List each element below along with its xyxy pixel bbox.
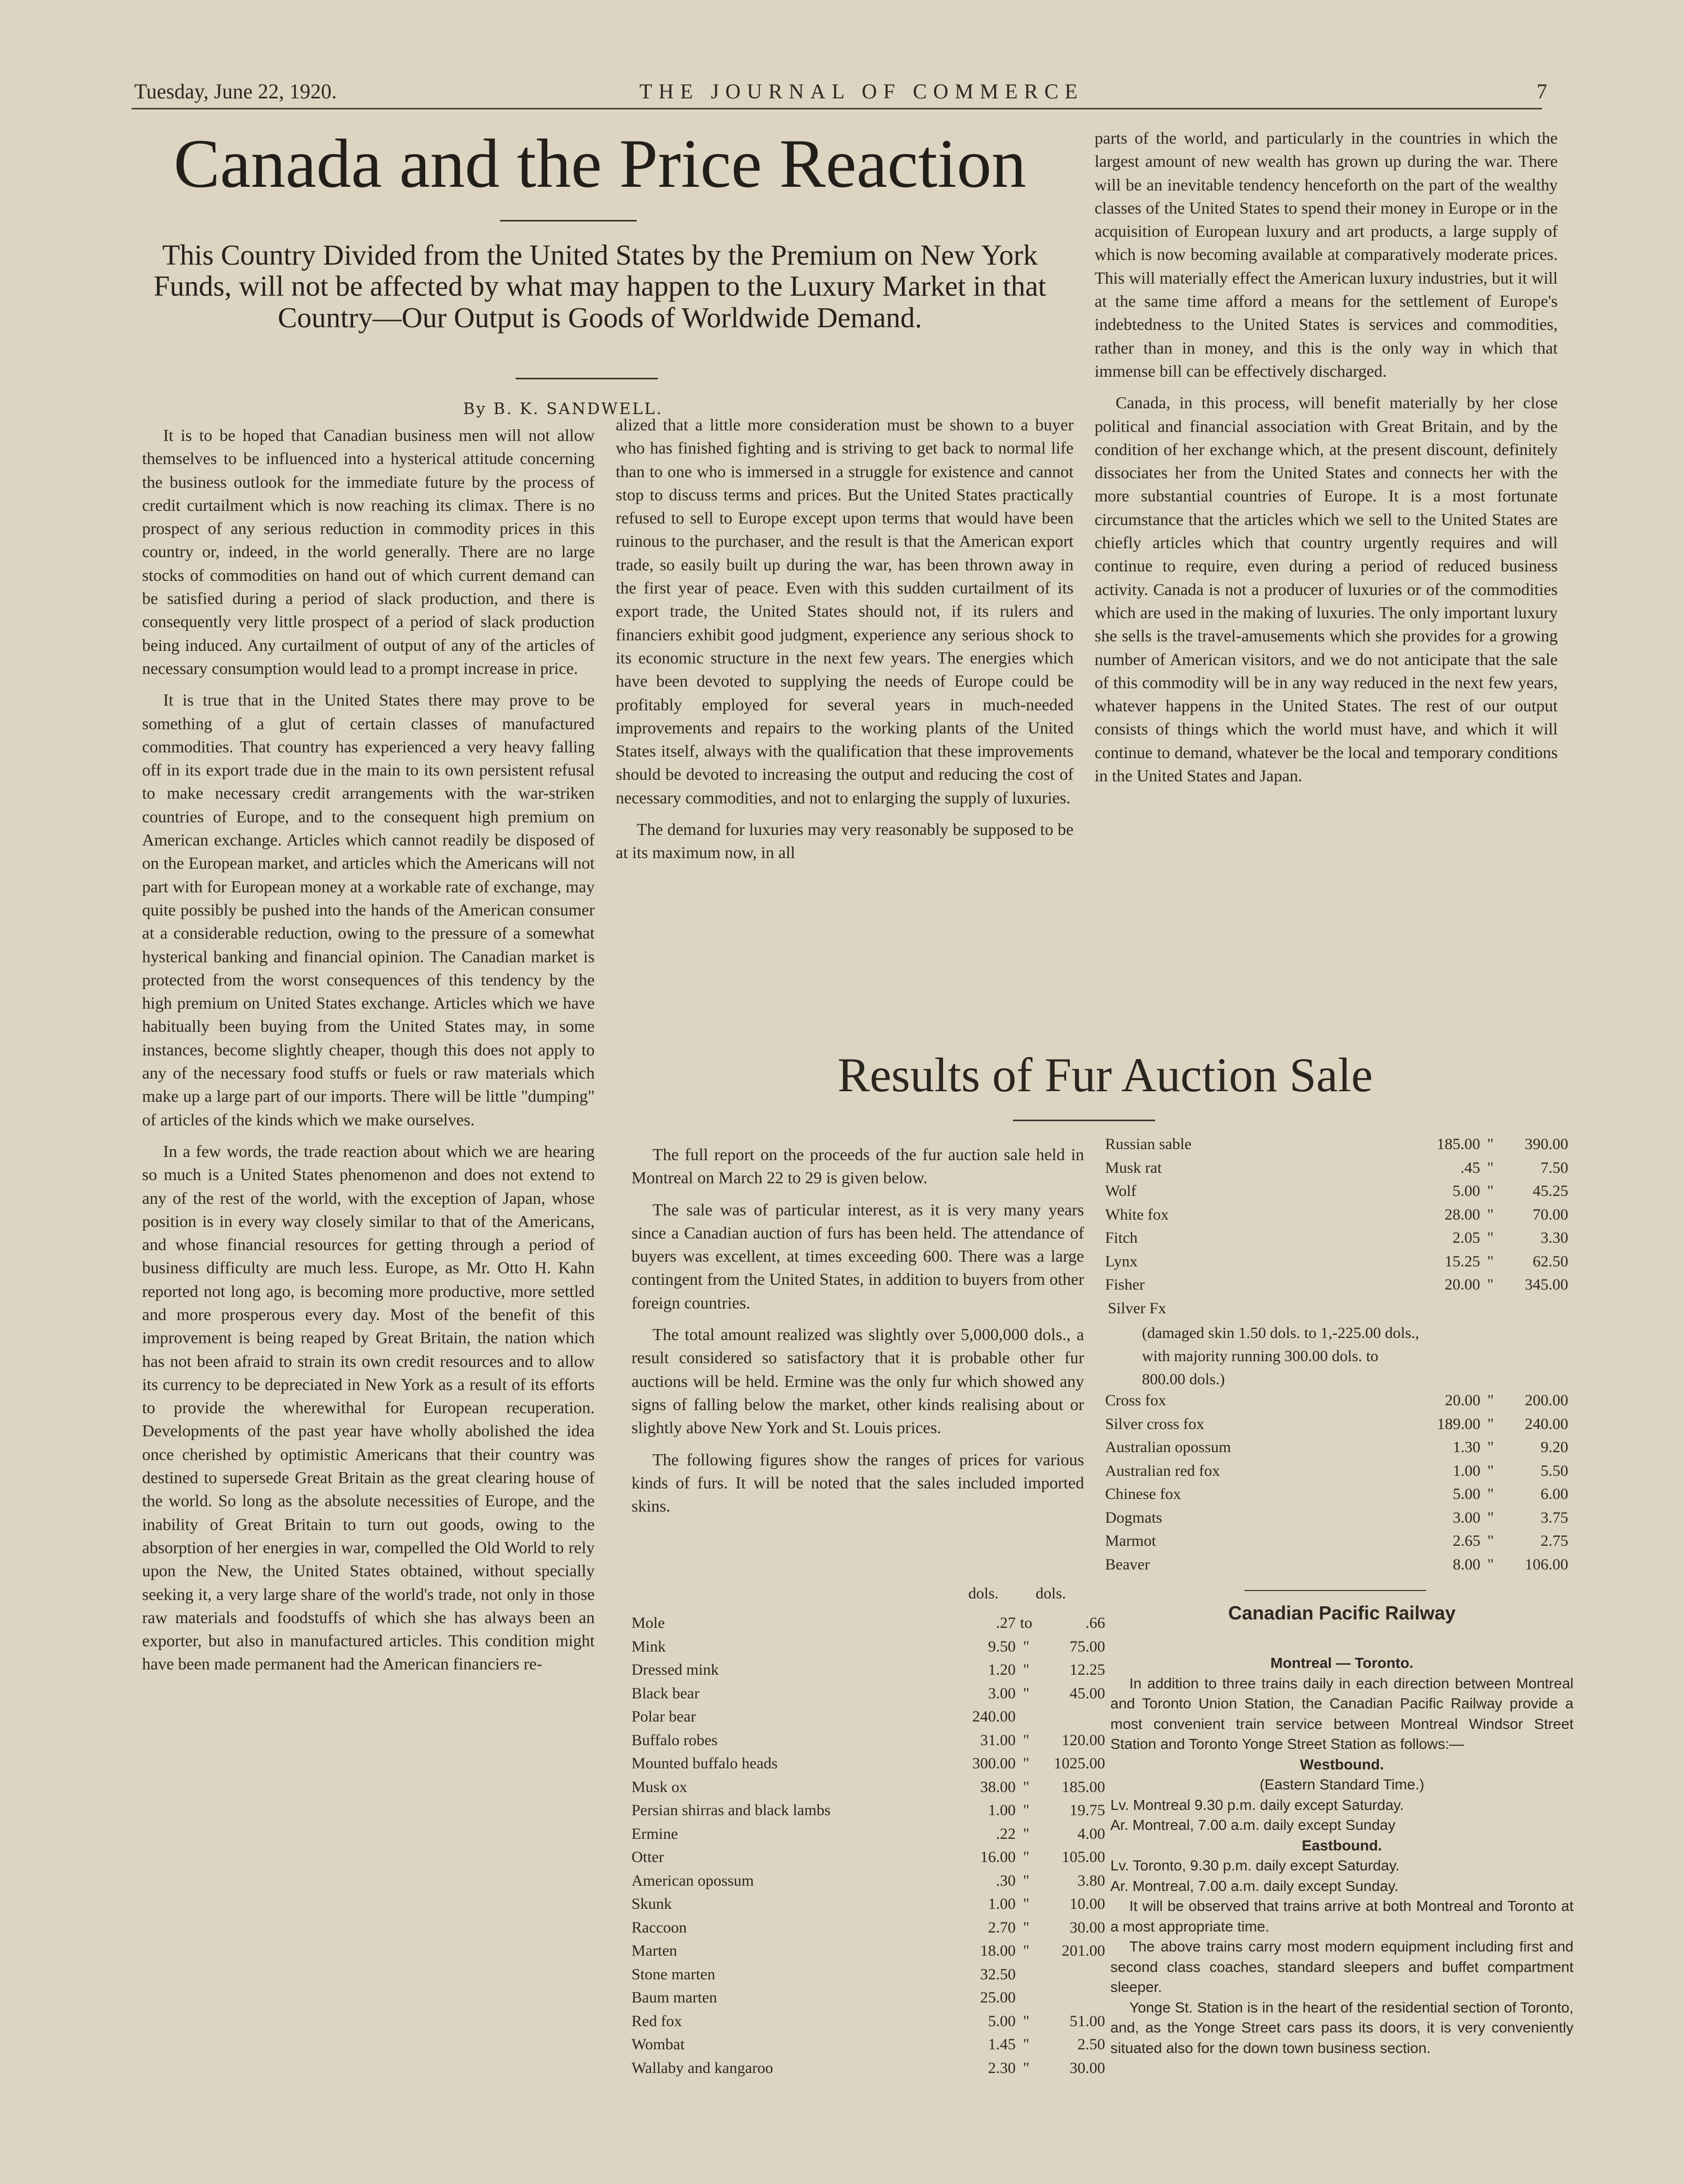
price-high: 70.00 [1532,1205,1568,1223]
byline: By B. K. SANDWELL. [463,400,663,418]
price-high: 10.00 [1069,1895,1105,1913]
silver-fox-label: Silver Fx [1108,1300,1166,1317]
fur-price-row [1105,1556,1568,1579]
price-high: 1025.00 [1054,1755,1105,1772]
price-high: 390.00 [1525,1135,1568,1153]
fur-price-row [632,1848,1105,1872]
price-high: 185.00 [1061,1778,1105,1796]
price-high: 201.00 [1061,1942,1105,1959]
fur-name: Dogmats [1105,1508,1162,1526]
price-low: 1.00 [988,1801,1016,1819]
col1-para-2: It is true that in the United States there may prove to be something of a glut of certain classes of manufactured commodities. That country has experienced a very heavy falling off in its export trade due in the main to its own persistent refusal to make necessary credit arrangements with the war-striken countries of Europe, and to the consequent high premium on American exchange. Articles which cannot readily be disposed of on the European market, and articles which the Americans will not part with for European money at a workable rate of exchange, may quite possibly be pushed into the hands of the American consumer at a considerable reduction, owing to the pressure of a somewhat hysterical banking and financial opinion. The Canadian market is protected from the worst consequences of this tendency by the high premium on United States exchange. Articles which we have habitually been buying from the United States may, in some instances, become slightly cheaper, though this does not apply to any of the necessary food stuffs or fuels or raw materials which make up a large part of our imports. There will be little "dumping" of articles of the kinds which we make ourselves. [142,690,595,1129]
fur-price-row [1105,1532,1568,1556]
price-range-mark [1016,1989,1037,2012]
fur-name: White fox [1105,1205,1169,1223]
price-range-mark: " [1023,1755,1030,1772]
fur-name: Mink [632,1637,666,1655]
price-range-mark: " [1023,1684,1030,1702]
col2-para-2: The demand for luxuries may very reasonably be supposed to be at its maximum now, in all [616,820,1074,862]
fur-price-table-right-b [1105,1392,1568,1579]
price-high: 19.75 [1069,1801,1105,1819]
price-low: 9.50 [988,1637,1016,1655]
fur-price-row [632,1825,1105,1849]
fur-name: Russian sable [1105,1135,1192,1153]
headline-rule [500,220,637,222]
price-range-mark: " [1023,1918,1030,1936]
price-range-mark: " [1023,2012,1030,2030]
price-high: 7.50 [1540,1159,1568,1176]
fur-name: Black bear [632,1684,700,1702]
fur-price-row [632,1919,1105,1943]
price-high: 105.00 [1061,1848,1105,1866]
railway-notice [1110,1653,1573,2058]
eastbound-leave: Lv. Toronto, 9.30 p.m. daily except Saturday. [1110,1857,1400,1874]
price-range-mark: " [1487,1229,1494,1246]
price-range-mark: " [1487,1159,1494,1176]
fur-name: Red fox [632,2012,682,2030]
price-high: 9.20 [1540,1438,1568,1456]
fur-price-row [1105,1438,1568,1462]
fur-price-row [632,1685,1105,1708]
price-low: 31.00 [980,1731,1016,1749]
fur-price-row [632,1708,1105,1732]
price-high: 62.50 [1532,1252,1568,1270]
fur-name: Polar bear [632,1708,696,1725]
price-low: 32.50 [980,1965,1016,1983]
fur-title-rule [1013,1120,1155,1121]
price-low: 2.30 [988,2059,1016,2077]
price-low: .45 [1460,1159,1480,1176]
price-low: 189.00 [1437,1415,1481,1433]
fur-name: Silver cross fox [1105,1415,1205,1433]
price-range-mark: " [1487,1415,1494,1433]
price-range-mark [1016,1708,1037,1732]
fur-name: Otter [632,1848,664,1866]
eastbound-arrive: Ar. Montreal, 7.00 a.m. daily except Sunday. [1110,1877,1399,1894]
price-range-mark: " [1487,1252,1494,1270]
price-high: 45.25 [1532,1182,1568,1200]
price-range-mark: " [1023,1871,1030,1889]
price-low: 5.00 [988,2012,1016,2030]
fur-price-row [632,2036,1105,2059]
price-low: 38.00 [980,1778,1016,1796]
price-low: .27 [996,1614,1016,1632]
price-range-mark: " [1487,1508,1494,1526]
fur-name: Fitch [1105,1229,1138,1246]
price-high: 120.00 [1061,1731,1105,1749]
fur-price-row [1105,1276,1568,1300]
article-column-3 [1095,126,1558,796]
price-high: 345.00 [1525,1276,1568,1293]
deck-rule [516,378,658,379]
header-rule [132,108,1542,109]
price-range-mark: " [1487,1555,1494,1573]
fur-price-row [1105,1135,1568,1159]
price-high: 3.75 [1540,1508,1568,1526]
fur-price-row [632,1942,1105,1966]
col1-para-3: In a few words, the trade reaction about which we are hearing so much is a United States phenomenon and does not extend to any of the rest of the world, with the exception of Japan, whose position is in every way closely similar to that of the Americans, and whose financial resources for getting through a period of business difficulty are much less. Europe, as Mr. Otto H. Kahn reported not long ago, is becoming more productive, more settled and more prosperous every day. Most of the benefit of this improvement is being reaped by Great Britain, the nation which has not been afraid to strain its own credit resources and to allow its currency to be depreciated in New York as a result of its efforts to provide the wherewithal for European recuperation. Developments of the past year have wholly abolished the idea once cherished by optimistic Americans that their country was destined to supersede Great Britain as the great clearing house of the world. So long as the absolute necessities of Europe, and the inability of Great Britain to turn out goods, owing to the absorption of her energies in war, compelled the Old World to rely upon the New, the United States obtained, without specially seeking it, a very large share of the world's trade, not only in those raw materials and foodstuffs of which she has always been an exporter, but also in manufactured articles. This condition might have been made permanent had the American financiers re- [142,1141,595,1674]
fur-name: Mounted buffalo heads [632,1755,778,1772]
fur-price-row [1105,1509,1568,1533]
fur-price-row [632,2059,1105,2083]
price-low: 1.00 [988,1895,1016,1913]
fur-price-row [632,2012,1105,2036]
fur-name: Marmot [1105,1532,1156,1549]
price-low: 240.00 [972,1708,1016,1725]
fur-name: Ermine [632,1825,678,1843]
fur-price-row [632,1778,1105,1802]
price-high [1037,1966,1105,1989]
price-range-mark: " [1023,1661,1030,1678]
fur-name: Persian shirras and black lambs [632,1801,831,1819]
price-low: 18.00 [980,1942,1016,1959]
fur-price-row [1105,1485,1568,1509]
price-low: .22 [996,1825,1016,1843]
price-low: .30 [996,1871,1016,1889]
price-range-mark: " [1023,1825,1030,1843]
fur-name: Musk rat [1105,1159,1162,1176]
price-range-mark: " [1023,1942,1030,1959]
price-range-mark: " [1023,2036,1030,2053]
price-range-mark: to [1020,1614,1033,1632]
railway-route: Montreal — Toronto. [1270,1655,1414,1671]
article-deck: This Country Divided from the United States by the Premium on New York Funds, will not be affected by what may happen to the Luxury Market in that Country—Our Output is Goods of Worldwide Demand. [154,239,1046,334]
price-range-mark: " [1487,1182,1494,1200]
masthead: THE JOURNAL OF COMMERCE [639,79,1084,103]
price-high: 75.00 [1069,1637,1105,1655]
price-high: 200.00 [1525,1392,1568,1409]
article-headline: Canada and the Price Reaction [173,125,1027,202]
fur-price-row [632,1872,1105,1896]
price-range-mark: " [1487,1532,1494,1549]
price-high [1037,1989,1105,2012]
price-low: 8.00 [1452,1555,1481,1573]
fur-name: Fisher [1105,1276,1145,1293]
fur-name: Marten [632,1942,677,1959]
westbound-leave: Lv. Montreal 9.30 p.m. daily except Saturday. [1110,1796,1404,1813]
fur-price-table-left [632,1614,1105,2082]
fur-price-row [1105,1182,1568,1206]
price-high: 240.00 [1525,1415,1568,1433]
price-low: 28.00 [1445,1205,1480,1223]
fur-name: Beaver [1105,1555,1150,1573]
price-range-mark: " [1487,1462,1494,1480]
eastbound-heading: Eastbound. [1301,1837,1382,1854]
price-low: 3.00 [988,1684,1016,1702]
fur-para-4: The following figures show the ranges of prices for various kinds of furs. It will be noted that the sales included imported skins. [632,1450,1084,1516]
fur-name: Wolf [1105,1182,1137,1200]
price-high: 3.30 [1540,1229,1568,1246]
price-range-mark: " [1023,2059,1030,2077]
railway-note-2: The above trains carry most modern equipment including first and second class coaches, standard sleepers and buffet compartment sleeper. [1110,1938,1573,1995]
price-high: 106.00 [1525,1555,1568,1573]
price-high: 3.80 [1077,1871,1105,1889]
price-range-mark [1016,1966,1037,1989]
fur-price-row [1105,1159,1568,1183]
fur-name: Baum marten [632,1989,717,2006]
price-range-mark: " [1023,1801,1030,1819]
price-low: 5.00 [1452,1182,1480,1200]
fur-price-row [632,1614,1105,1638]
price-low: 20.00 [1445,1276,1480,1293]
price-range-mark: " [1023,1895,1030,1913]
silver-fox-note: (damaged skin 1.50 dols. to 1,-225.00 dols., with majority running 300.00 dols. to 800.00 dols.) [1142,1324,1419,1388]
railway-rule [1245,1590,1426,1591]
fur-para-1: The full report on the proceeds of the fur auction sale held in Montreal on March 22 to 29 is given below. [632,1145,1084,1187]
issue-date: Tuesday, June 22, 1920. [134,79,337,103]
price-high: 2.75 [1540,1532,1568,1549]
price-low: 25.00 [980,1989,1016,2006]
article-column-2 [616,413,1074,873]
fur-name: Musk ox [632,1778,687,1796]
fur-price-row [632,1801,1105,1825]
price-range-mark: " [1487,1135,1494,1153]
westbound-arrive: Ar. Montreal, 7.00 a.m. daily except Sunday [1110,1817,1396,1833]
fur-name: Australian opossum [1105,1438,1231,1456]
fur-price-table-right-a [1105,1135,1568,1300]
article-column-1 [142,424,595,1684]
price-high: 2.50 [1077,2036,1105,2053]
col2-para-1: alized that a little more consideration must be shown to a buyer who has finished fighting and is striving to get back to normal life than to one who is immersed in a struggle for existence and cannot stop to discuss terms and prices. But the United States practically refused to sell to Europe except upon terms that would have been ruinous to the purchaser, and the result is that the American export trade, so easily built up during the war, has been thrown away in the first year of peace. Even with this sudden curtailment of its export trade, the United States should not, if its rulers and financiers exhibit good judgment, experience any serious shock to its economic structure in the next few years. The energies which have been devoted to supplying the needs of Europe could be profitably employed for several years in much-needed improvements and repairs to the working plants of the United States itself, always with the qualification that these improvements should be devoted to increasing the output and reducing the cost of necessary commodities, and not to enlarging the supply of luxuries. [616,415,1074,807]
price-range-mark: " [1487,1485,1494,1503]
fur-name: American opossum [632,1871,754,1889]
fur-price-row [1105,1415,1568,1439]
fur-price-row [1105,1206,1568,1230]
price-low: 300.00 [972,1755,1016,1772]
price-range-mark: " [1023,1637,1030,1655]
col3-para-1: parts of the world, and particularly in the countries in which the largest amount of new wealth has grown up during the war. There will be an inevitable tendency henceforth on the part of the wealthy classes of the United States to spend their money in Europe or in the acquisition of European luxury and art products, a large supply of which is now becoming available at comparatively moderate prices. This will materially effect the American luxury industries, but it will at the same time afford a means for the settlement of Europe's indebtedness to the United States is services and commodities, rather than in money, and this is the only way in which that immense bill can be effectively discharged. [1095,128,1558,380]
fur-name: Raccoon [632,1918,687,1936]
fur-price-row [632,1895,1105,1919]
price-high: 45.00 [1069,1684,1105,1702]
price-range-mark: " [1487,1205,1494,1223]
fur-auction-title: Results of Fur Auction Sale [837,1048,1373,1102]
fur-price-row [1105,1229,1568,1253]
fur-price-row [1105,1392,1568,1415]
price-range-mark: " [1487,1392,1494,1409]
fur-price-row [632,1989,1105,2012]
westbound-heading: Westbound. [1300,1756,1384,1773]
price-high [1037,1708,1105,1732]
price-range-mark: " [1023,1848,1030,1866]
price-high: 5.50 [1540,1462,1568,1480]
price-low: 185.00 [1437,1135,1480,1153]
fur-price-row [632,1732,1105,1755]
price-low: 20.00 [1445,1392,1481,1409]
fur-name: Chinese fox [1105,1485,1181,1503]
price-high: 51.00 [1069,2012,1105,2030]
time-note: (Eastern Standard Time.) [1259,1776,1425,1793]
price-high: .66 [1085,1614,1105,1632]
fur-name: Lynx [1105,1252,1138,1270]
col1-para-1: It is to be hoped that Canadian business men will not allow themselves to be influenced into a hysterical attitude concerning the business outlook for the immediate future by the process of credit curtailment which is now reaching its climax. There is no prospect of any serious reduction in commodity prices in this country or, indeed, in the world generally. There are no large stocks of commodities on hand out of which current demand can be satisfied during a period of slack production, and there is consequently very little prospect of a period of slack production being induced. Any curtailment of output of any of the articles of necessary consumption would lead to a prompt increase in price. [142,426,595,678]
price-high: 6.00 [1540,1485,1568,1503]
fur-price-row [632,1661,1105,1685]
price-low: 2.65 [1452,1532,1481,1549]
price-range-mark: " [1023,1731,1030,1749]
fur-name: Australian red fox [1105,1462,1220,1480]
fur-price-row [632,1638,1105,1662]
price-low: 15.25 [1445,1252,1480,1270]
price-low: 1.00 [1452,1462,1481,1480]
price-col-header-2: dols. [1036,1585,1066,1602]
price-low: 1.45 [988,2036,1016,2053]
fur-name: Wombat [632,2036,685,2053]
fur-auction-text [632,1143,1084,1526]
price-low: 1.30 [1452,1438,1481,1456]
price-low: 16.00 [980,1848,1016,1866]
fur-para-2: The sale was of particular interest, as it is very many years since a Canadian auction of furs has been held. The attendance of buyers was excellent, at times exceeding 600. There was a large contingent from the United States, in addition to buyers from other foreign countries. [632,1200,1084,1312]
price-col-header-1: dols. [968,1585,999,1602]
price-low: 1.20 [988,1661,1016,1678]
fur-name: Skunk [632,1895,672,1913]
fur-para-3: The total amount realized was slightly over 5,000,000 dols., a result considered so satisfactory that it is probable other fur auctions will be held. Ermine was the only fur which showed any signs of falling below the market, other kinds realising about or slightly above New York and St. Louis prices. [632,1325,1084,1437]
price-range-mark: " [1487,1276,1494,1293]
col3-para-2: Canada, in this process, will benefit materially by her close political and financial association with Great Britain, and by the condition of her exchange which, at the present discount, definitely dissociates her from the United States and connects her with the more substantial countries of Europe. It is a most fortunate circumstance that the articles which we sell to the United States are chiefly articles which that country urgently requires and will continue to require, even during a period of reduced business activity. Canada is not a producer of luxuries or of the commodities which are used in the making of luxuries. The only important luxury she sells is the travel-amusements which she provides for a growing number of American visitors, and we do not anticipate that the sale of this commodity will be in any way reduced in the next few years, whatever happens in the United States. The rest of our output consists of things which the world must have, and which it will continue to demand, whatever be the local and temporary conditions in the United States and Japan. [1095,393,1558,786]
fur-price-row [1105,1462,1568,1486]
price-range-mark: " [1487,1438,1494,1456]
railway-title: Canadian Pacific Railway [1228,1602,1456,1624]
fur-name: Cross fox [1105,1392,1166,1409]
page-number: 7 [1537,79,1547,103]
fur-name: Dressed mink [632,1661,719,1678]
price-low: 3.00 [1452,1508,1481,1526]
railway-intro: In addition to three trains daily in each direction between Montreal and Toronto Union Station, the Canadian Pacific Railway provide a most convenient train service between Montreal Windsor Street Station and Toronto Yonge Street Station as follows:— [1110,1675,1573,1752]
fur-name: Buffalo robes [632,1731,718,1749]
fur-price-row [632,1966,1105,1989]
price-high: 30.00 [1069,1918,1105,1936]
price-high: 4.00 [1077,1825,1105,1843]
fur-price-row [1105,1253,1568,1276]
fur-name: Stone marten [632,1965,716,1983]
fur-name: Wallaby and kangaroo [632,2059,774,2077]
price-low: 5.00 [1452,1485,1481,1503]
fur-name: Mole [632,1614,665,1632]
railway-note-3: Yonge St. Station is in the heart of the residential section of Toronto, and, as the Yonge Street cars pass its doors, it is very conveniently situated also for the down town business section. [1110,1999,1573,2056]
price-low: 2.05 [1452,1229,1480,1246]
price-high: 12.25 [1069,1661,1105,1678]
price-low: 2.70 [988,1918,1016,1936]
price-range-mark: " [1023,1778,1030,1796]
fur-price-row [632,1755,1105,1778]
price-high: 30.00 [1069,2059,1105,2077]
railway-note-1: It will be observed that trains arrive at both Montreal and Toronto at a most appropriate time. [1110,1898,1573,1935]
